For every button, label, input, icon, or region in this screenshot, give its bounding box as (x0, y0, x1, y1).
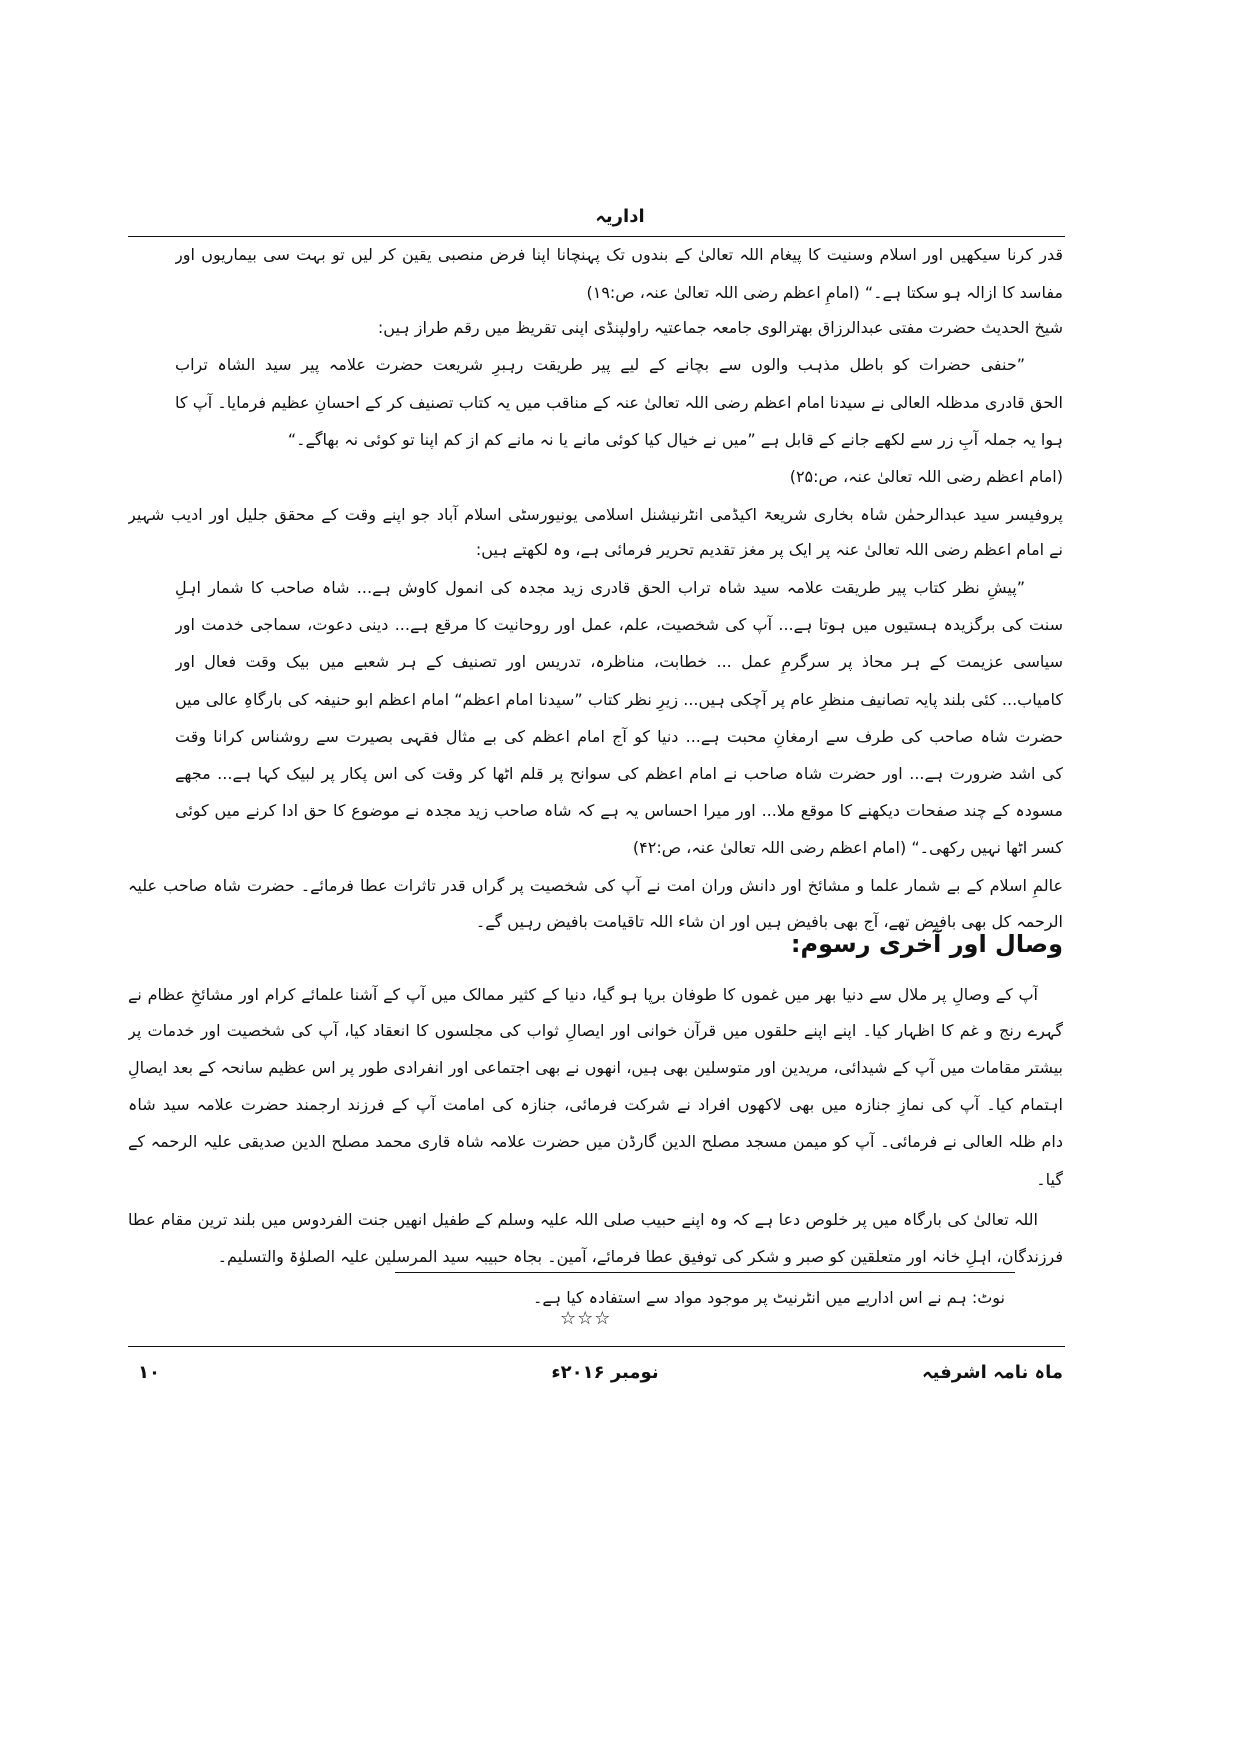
text-line: نے امام اعظم رضی اللہ تعالیٰ عنہ پر ایک پر مغز تقدیم تحریر فرمائی ہے، وہ لکھتے ہیں: (475, 540, 1063, 559)
text-line: شیخ الحدیث حضرت مفتی عبدالرزاق بھترالوی جامعہ جماعتیہ راولپنڈی اپنی تقریظ میں رقم طراز ہیں: (377, 318, 1063, 337)
text-line: (امام اعظم رضی اللہ تعالیٰ عنہ، ص:۲۵) (789, 467, 1063, 486)
text-line: اہتمام کیا۔ آپ کی نمازِ جنازہ میں بھی لاکھوں افراد نے شرکت فرمائی، جنازہ کی امامت آپ کے فرزند ارجمند حضرت علامہ سید شاہ (128, 1095, 1063, 1114)
footer-rule (128, 1346, 1065, 1347)
text-line: کامیاب... کئی بلند پایہ تصانیف منظرِ عام پر آچکی ہیں... زیرِ نظر کتاب ”سیدنا امام اعظم“ امام اعظم ابو حنیفہ کی بارگاہِ عالی میں (175, 690, 1063, 709)
text-line: الرحمہ کل بھی بافیض تھے، آج بھی بافیض ہیں اور ان شاء اللہ تاقیامت بافیض رہیں گے۔ (475, 912, 1063, 931)
text-line: الحق قادری مدظلہ العالی نے سیدنا امام اعظم رضی اللہ تعالیٰ عنہ کے مناقب میں یہ کتاب تصنیف کر کے احسانِ عظیم فرمایا۔ آپ کا (175, 393, 1063, 412)
text-line: گہرے رنج و غم کا اظہار کیا۔ اپنے اپنے حلقوں میں قرآن خوانی اور ایصالِ ثواب کی مجلسوں کا انعقاد کیا، آپ کی شخصیت اور خدمات پر (128, 1021, 1063, 1040)
text-line: ”حنفی حضرات کو باطل مذہب والوں سے بچانے کے لیے پیر طریقت رہبرِ شریعت حضرت علامہ پیر سید الشاہ تراب (175, 355, 1025, 374)
text-line: سیاسی عزیمت کے ہر محاذ پر سرگرمِ عمل ... خطابت، مناظرہ، تدریس اور تصنیف کے ہر شعبے میں بیک وقت فعال اور (175, 652, 1063, 671)
text-line: سنت کی برگزیدہ ہستیوں میں ہوتا ہے... آپ کی شخصیت، علم، عمل اور روحانیت کا مرقع ہے... دینی دعوت، سماجی خدمت اور (175, 615, 1063, 634)
text-line: دام ظلہ العالی نے فرمائی۔ آپ کو میمن مسجد مصلح الدین گارڈن میں حضرت علامہ شاہ قاری محمد مصلح الدین صدیقی علیہ الرحمہ کے (128, 1132, 1063, 1151)
section-heading: وصال اور آخری رسوم: (790, 930, 1063, 958)
text-line: ہوا یہ جملہ آبِ زر سے لکھے جانے کے قابل ہے ”میں نے خیال کیا کوئی مانے یا نہ مانے کم از کم اپنا تو کوئی نہ بھاگے۔“ (287, 430, 1063, 449)
text-line: حضرت شاہ صاحب کی طرف سے ارمغانِ محبت ہے... دنیا کو آج امام اعظم کی بے مثال فقہی بصیرت سے روشناس کرانا وقت (175, 727, 1063, 746)
text-line: گیا۔ (1036, 1170, 1063, 1189)
header-rule (128, 236, 1065, 237)
text-line: عالمِ اسلام کے بے شمار علما و مشائخ اور دانش وران امت نے آپ کی شخصیت پر گراں قدر تاثرات عطا فرمائے۔ حضرت شاہ صاحب علیہ (128, 876, 1063, 895)
text-line: بیشتر مقامات میں آپ کے شیدائی، مریدین اور متوسلین بھی ہیں، انھوں نے بھی اجتماعی اور انفرادی طور پر اس عظیم سانحہ کے بعد ایصالِ (128, 1058, 1063, 1077)
text-line: کسر اٹھا نہیں رکھی۔“ (امام اعظم رضی اللہ تعالیٰ عنہ، ص:۴۲) (632, 838, 1063, 857)
issue-date: نومبر ۲۰۱۶ء (551, 1362, 659, 1383)
stars-divider: ☆☆☆ (560, 1308, 612, 1329)
text-line: مفاسد کا ازالہ ہو سکتا ہے۔“ (امامِ اعظم رضی اللہ تعالیٰ عنہ، ص:۱۹) (586, 283, 1063, 302)
text-line: مسودہ کے چند صفحات دیکھنے کا موقع ملا... اور میرا احساس یہ ہے کہ شاہ صاحب زید مجدہ نے موضوع کا حق ادا کرنے میں کوئی (175, 801, 1063, 820)
text-line: ”پیشِ نظر کتاب پیر طریقت علامہ سید شاہ تراب الحق قادری زید مجدہ کی انمول کاوش ہے... شاہ صاحب کا شمار اہلِ (175, 578, 1025, 597)
page-header-title: اداریہ (595, 206, 645, 227)
text-line: اللہ تعالیٰ کی بارگاہ میں پر خلوص دعا ہے کہ وہ اپنے حبیب صلی اللہ علیہ وسلم کے طفیل انھیں جنت الفردوس میں بلند ترین مقام عطا (128, 1210, 1038, 1229)
text-line: آپ کے وصالِ پر ملال سے دنیا بھر میں غموں کا طوفان برپا ہو گیا، دنیا کے کثیر ممالک میں آپ کے آشنا علمائے کرام اور مشائخِ عظام نے (128, 985, 1038, 1004)
text-line: فرزندگان، اہلِ خانہ اور متعلقین کو صبر و شکر کی توفیق عطا فرمائے، آمین۔ بجاہ حبیبہ سید المرسلین علیہ الصلوٰۃ والتسلیم۔ (217, 1247, 1063, 1266)
text-line: پروفیسر سید عبدالرحمٰن شاہ بخاری شریعۃ اکیڈمی انٹرنیشنل اسلامی یونیورسٹی اسلام آباد جو اپنے وقت کے محقق جلیل اور ادیب شہیر (128, 505, 1063, 524)
text-line: کی اشد ضرورت ہے... اور حضرت شاہ صاحب نے امام اعظم کی سوانح پر قلم اٹھا کر وقت کی اس پکار پر لبیک کہا ہے... مجھے (175, 764, 1063, 783)
page-number: ۱۰ (138, 1362, 160, 1383)
magazine-name: ماہ نامہ اشرفیہ (922, 1362, 1063, 1383)
text-line: قدر کرنا سیکھیں اور اسلام وسنیت کا پیغام اللہ تعالیٰ کے بندوں تک پہنچانا اپنا فرض منصبی یقین کر لیں تو بہت سی بیماریوں اور (175, 245, 1063, 264)
footnote: نوٹ: ہم نے اس اداریے میں انٹرنیٹ پر موجود مواد سے استفادہ کیا ہے۔ (533, 1288, 1005, 1307)
note-rule (395, 1272, 1015, 1273)
